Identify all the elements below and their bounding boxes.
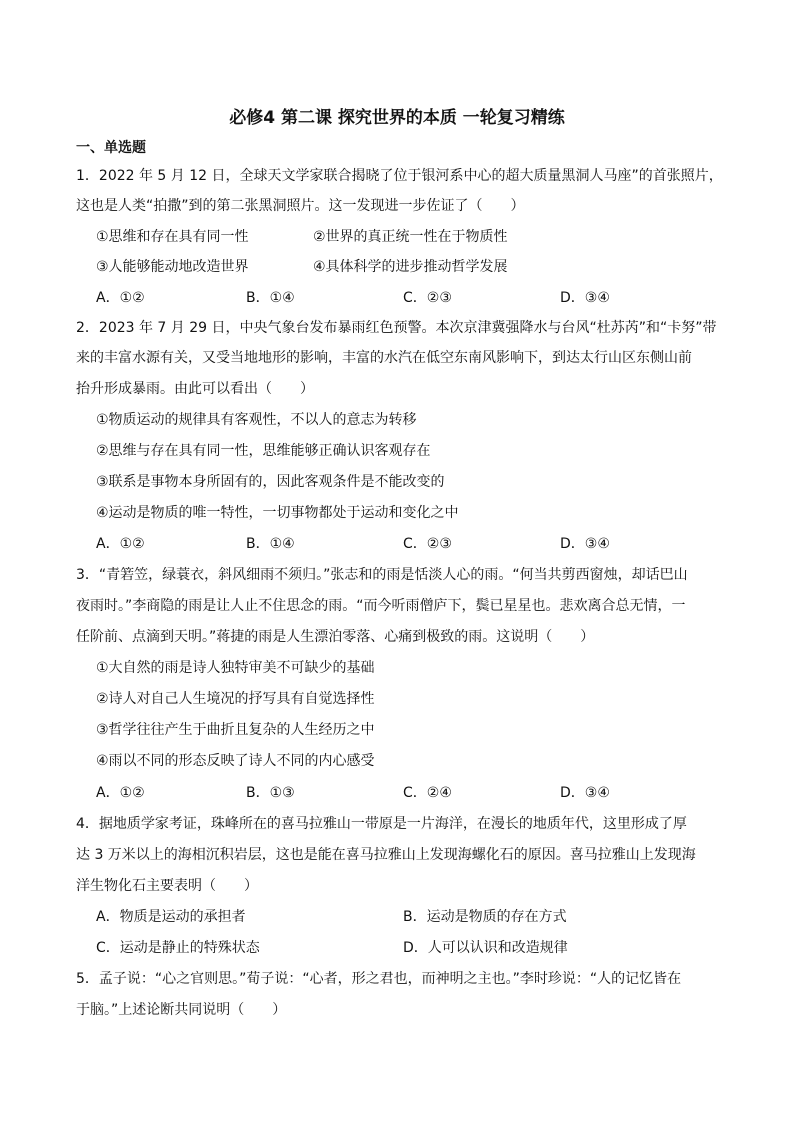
question-5-stem-line-1: 5．孟子说：“心之官则思。”荀子说：“心者，形之君也，而神明之主也。”李时珍说：“人的记忆皆在	[76, 971, 682, 987]
question-4-choice-a[interactable]: A．物质是运动的承担者	[96, 909, 246, 925]
question-2-statement-1: ①物质运动的规律具有客观性，不以人的意志为转移	[96, 412, 417, 428]
question-1-choice-d[interactable]: D．③④	[560, 290, 610, 306]
question-2-statement-4: ④运动是物质的唯一特性，一切事物都处于运动和变化之中	[96, 505, 459, 521]
question-3-choice-b[interactable]: B．①③	[246, 785, 295, 801]
question-2-stem-line-2: 来的丰富水源有关，又受当地地形的影响，丰富的水汽在低空东南风影响下，到达太行山区东侧山前	[76, 350, 692, 366]
question-1-choice-a[interactable]: A．①②	[96, 290, 145, 306]
question-5-stem-line-2: 于脑。”上述论断共同说明（ ）	[76, 1002, 287, 1018]
question-2-choice-c[interactable]: C．②③	[403, 536, 452, 552]
question-2-statement-2: ②思维与存在具有同一性，思维能够正确认识客观存在	[96, 443, 431, 459]
question-2-statement-3: ③联系是事物本身所固有的，因此客观条件是不能改变的	[96, 474, 445, 490]
question-4-stem-line-3: 洋生物化石主要表明（ ）	[76, 878, 258, 894]
question-2-stem-line-3: 抬升形成暴雨。由此可以看出（ ）	[76, 381, 314, 397]
question-3-choice-c[interactable]: C．②④	[403, 785, 452, 801]
question-1-statement-1: ①思维和存在具有同一性	[96, 229, 249, 245]
page-title: 必修4 第二课 探究世界的本质 一轮复习精练	[229, 108, 565, 128]
question-1-statement-2: ②世界的真正统一性在于物质性	[313, 229, 508, 245]
question-1-stem-line-2: 这也是人类“拍撒”到的第二张黑洞照片。这一发现进一步佐证了（ ）	[76, 198, 525, 214]
question-1-choice-c[interactable]: C．②③	[403, 290, 452, 306]
question-4-stem-line-2: 达 3 万米以上的海相沉积岩层，这也是能在喜马拉雅山上发现海螺化石的原因。喜马拉雅山上发现海	[76, 847, 696, 863]
question-3-statement-1: ①大自然的雨是诗人独特审美不可缺少的基础	[96, 660, 375, 676]
question-3-stem-line-1: 3．“青箬笠，绿蓑衣，斜风细雨不须归。”张志和的雨是恬淡人心的雨。“何当共剪西窗烛，却话巴山	[76, 567, 688, 583]
question-3-choice-a[interactable]: A．①②	[96, 785, 145, 801]
question-1-statement-3: ③人能够能动地改造世界	[96, 259, 249, 275]
question-4-stem-line-1: 4．据地质学家考证，珠峰所在的喜马拉雅山一带原是一片海洋，在漫长的地质年代，这里形成了厚	[76, 816, 687, 832]
question-1-statement-4: ④具体科学的进步推动哲学发展	[313, 259, 508, 275]
question-2-choice-b[interactable]: B．①④	[246, 536, 295, 552]
question-2-choice-a[interactable]: A．①②	[96, 536, 145, 552]
question-3-stem-line-3: 任阶前、点滴到天明。”蒋捷的雨是人生漂泊零落、心痛到极致的雨。这说明（ ）	[76, 629, 595, 645]
question-3-statement-4: ④雨以不同的形态反映了诗人不同的内心感受	[96, 753, 375, 769]
question-3-statement-2: ②诗人对自己人生境况的抒写具有自觉选择性	[96, 691, 375, 707]
question-2-stem-line-1: 2．2023 年 7 月 29 日，中央气象台发布暴雨红色预警。本次京津冀强降水与台风“杜苏芮”和“卡努”带	[76, 320, 717, 336]
question-3-stem-line-2: 夜雨时。”李商隐的雨是让人止不住思念的雨。“而今听雨僧庐下，鬓已星星也。悲欢离合总无情，一	[76, 598, 686, 614]
question-3-statement-3: ③哲学往往产生于曲折且复杂的人生经历之中	[96, 722, 375, 738]
section-heading: 一、单选题	[76, 140, 146, 156]
question-4-choice-d[interactable]: D．人可以认识和改造规律	[403, 940, 568, 956]
question-1-stem-line-1: 1．2022 年 5 月 12 日，全球天文学家联合揭晓了位于银河系中心的超大质量黑洞人马座”的首张照片，	[76, 168, 723, 184]
question-4-choice-c[interactable]: C．运动是静止的特殊状态	[96, 940, 260, 956]
question-2-choice-d[interactable]: D．③④	[560, 536, 610, 552]
question-4-choice-b[interactable]: B．运动是物质的存在方式	[403, 909, 567, 925]
question-3-choice-d[interactable]: D．③④	[560, 785, 610, 801]
question-1-choice-b[interactable]: B．①④	[246, 290, 295, 306]
